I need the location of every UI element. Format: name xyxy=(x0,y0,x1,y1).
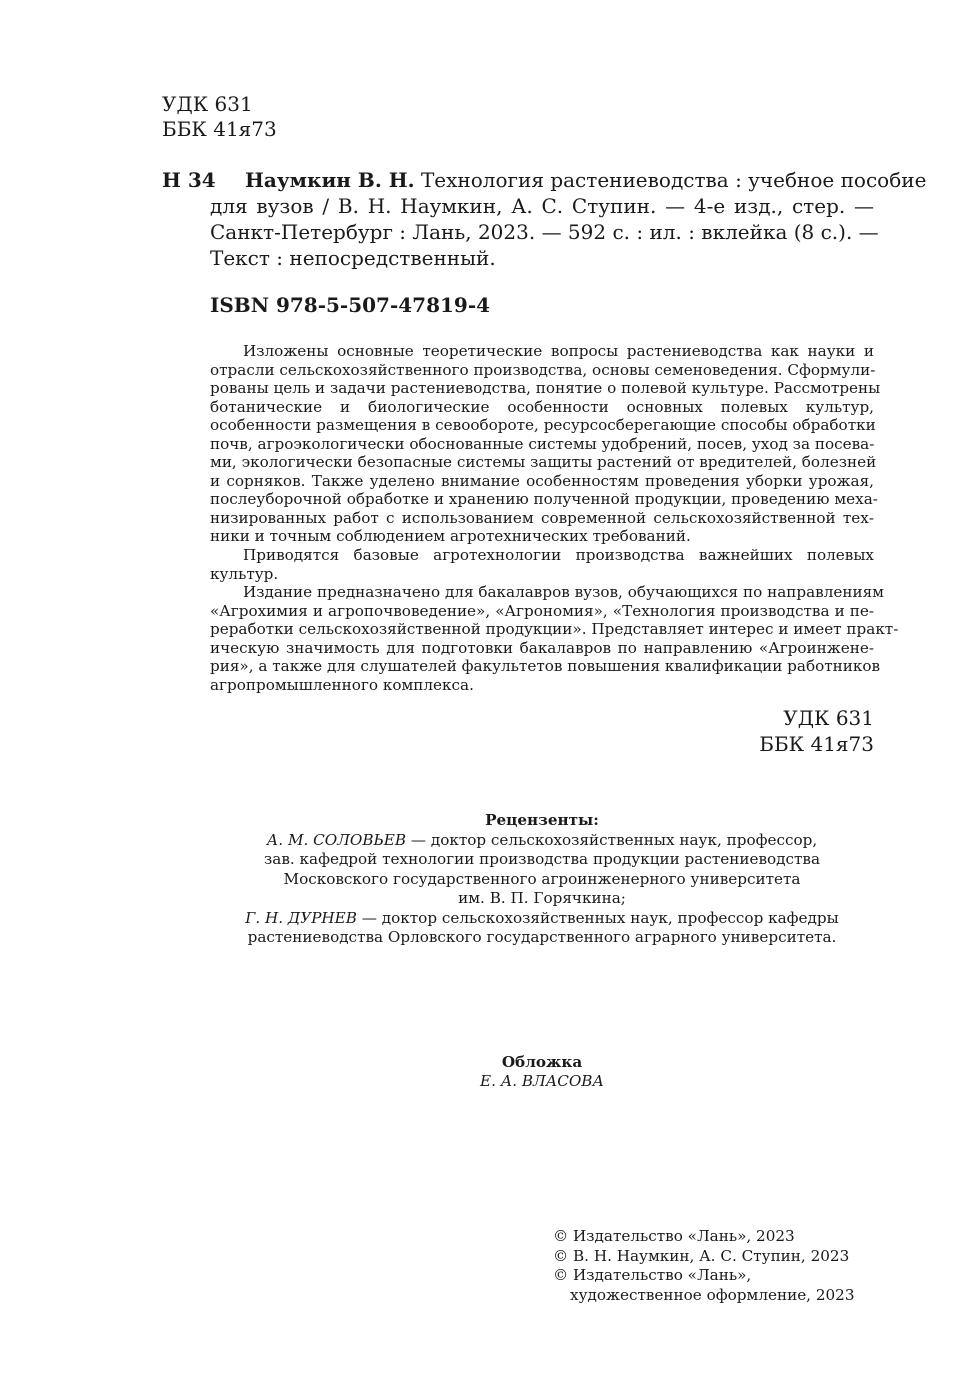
abstract-line: ми, экологически безопасные системы защиты растений от вредителей, болезней xyxy=(210,453,877,472)
abstract-line: послеуборочной обработке и хранению полученной продукции, проведению меха- xyxy=(210,490,878,509)
udk-code-right: УДК 631 xyxy=(783,706,874,730)
reviewers-block xyxy=(210,811,874,948)
abstract-line: Приводятся базовые агротехнологии производства важнейших полевых xyxy=(243,546,874,565)
entry-line-4: Текст : непосредственный. xyxy=(210,246,496,270)
entry-title: Технология растениеводства : учебное пособие xyxy=(414,168,927,192)
bibliographic-entry xyxy=(210,167,927,271)
udk-bbk-right xyxy=(700,705,874,757)
reviewer-2-line-1 xyxy=(210,909,874,929)
entry-line-2: для вузов / В. Н. Наумкин, А. С. Ступин. — 4-е изд., стер. — xyxy=(210,194,874,218)
abstract-line: агропромышленного комплекса. xyxy=(210,675,474,694)
cover-designer: Е. А. ВЛАСОВА xyxy=(480,1072,604,1090)
abstract-line: ботанические и биологические особенности основных полевых культур, xyxy=(210,397,874,416)
udk-bbk-top xyxy=(162,92,277,142)
copyright-block xyxy=(553,1227,855,1305)
abstract-line: низированных работ с использованием современной сельскохозяйственной тех- xyxy=(210,508,874,527)
abstract-line: и сорняков. Также уделено внимание особенностям проведения уборки урожая, xyxy=(210,471,874,490)
reviewer-2-line-2: растениеводства Орловского государственного аграрного университета. xyxy=(247,928,837,946)
abstract-line: реработки сельскохозяйственной продукции». Представляет интерес и имеет практ- xyxy=(210,620,899,639)
abstract-line: особенности размещения в севообороте, ресурсосберегающие способы обработки xyxy=(210,416,876,435)
reviewer-1-name: А. М. СОЛОВЬЕВ xyxy=(266,830,406,849)
copyright-line: художественное оформление, 2023 xyxy=(570,1285,855,1304)
udk-code: УДК 631 xyxy=(162,92,253,116)
reviewer-2-name: Г. Н. ДУРНЕВ xyxy=(245,908,357,927)
reviewer-1-desc: — доктор сельскохозяйственных наук, профессор, xyxy=(406,830,818,849)
reviewer-1-line-1 xyxy=(210,831,874,851)
isbn: ISBN 978-5-507-47819-4 xyxy=(210,293,491,317)
copyright-line: © Издательство «Лань», xyxy=(553,1266,752,1284)
abstract-line: рия», а также для слушателей факультетов повышения квалификации работников xyxy=(210,657,881,676)
cover-heading: Обложка xyxy=(501,1053,583,1071)
reviewer-1-line-3: Московского государственного агроинженерного университета xyxy=(283,869,801,888)
entry-author: Наумкин В. Н. xyxy=(245,168,415,192)
abstract-line: «Агрохимия и агропочвоведение», «Агрономия», «Технология производства и пе- xyxy=(210,601,874,620)
entry-line-1 xyxy=(210,167,927,193)
reviewer-2-desc: — доктор сельскохозяйственных наук, профессор кафедры xyxy=(356,908,839,927)
abstract-line: ники и точным соблюдением агротехнических требований. xyxy=(210,527,691,546)
abstract-line: ическую значимость для подготовки бакалавров по направлению «Агроинжене- xyxy=(210,638,874,657)
abstract-line: Издание предназначено для бакалавров вузов, обучающихся по направлениям xyxy=(243,583,884,602)
reviewers-heading: Рецензенты: xyxy=(485,811,599,829)
bbk-code: ББК 41я73 xyxy=(162,117,277,141)
abstract xyxy=(210,342,899,694)
reviewer-1-line-2: зав. кафедрой технологии производства продукции растениеводства xyxy=(263,850,821,868)
abstract-line: культур. xyxy=(210,564,279,583)
bbk-code-right: ББК 41я73 xyxy=(759,732,874,756)
abstract-line: отрасли сельскохозяйственного производства, основы семеноведения. Сформули- xyxy=(210,360,876,379)
copyright-line: © Издательство «Лань», 2023 xyxy=(553,1227,795,1245)
author-sign: Н 34 xyxy=(162,168,216,192)
reviewer-1-line-4: им. В. П. Горячкина; xyxy=(458,889,626,907)
abstract-line: Изложены основные теоретические вопросы растениеводства как науки и xyxy=(243,342,874,360)
copyright-line: © В. Н. Наумкин, А. С. Ступин, 2023 xyxy=(553,1246,850,1265)
cover-credit xyxy=(210,1053,874,1091)
entry-line-3: Санкт-Петербург : Лань, 2023. — 592 с. : ил. : вклейка (8 с.). — xyxy=(210,220,879,244)
abstract-line: почв, агроэкологически обоснованные системы удобрений, посев, уход за посева- xyxy=(210,434,875,453)
abstract-line: рованы цель и задачи растениеводства, понятие о полевой культуре. Рассмотрены xyxy=(210,379,881,398)
